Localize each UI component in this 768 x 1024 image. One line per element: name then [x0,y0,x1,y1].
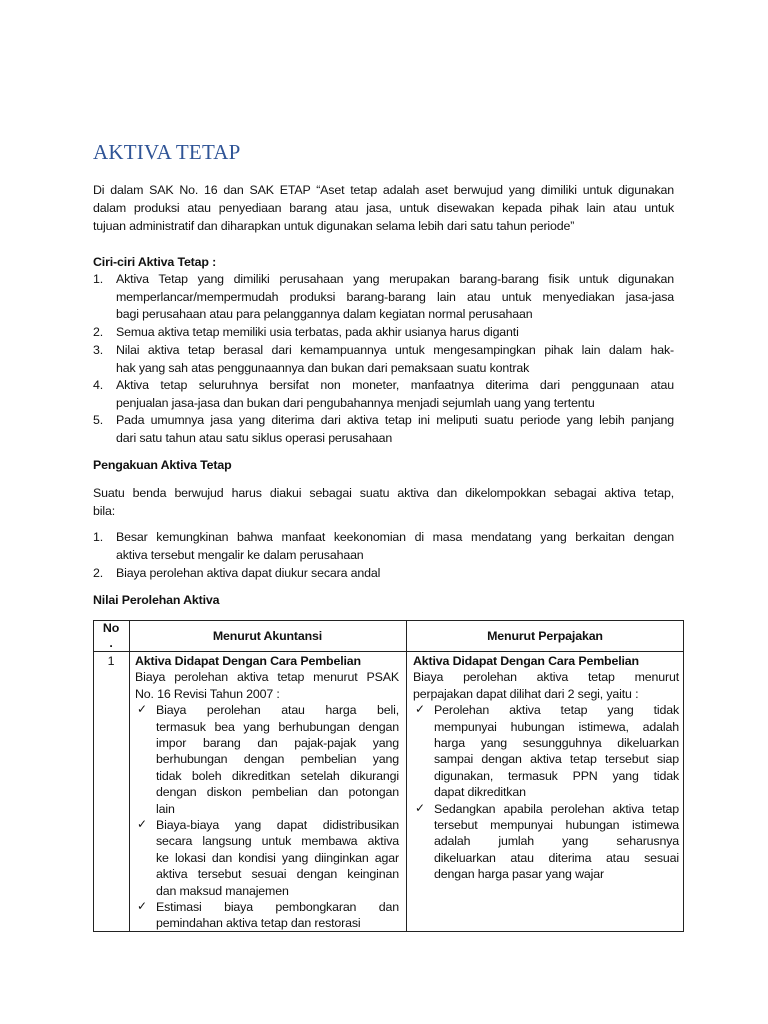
bullet-line: dengan harga pasar yang wajar [434,867,604,882]
header-no: No [102,621,120,635]
bullet-line: sampai dengan aktiva tetap tersebut siap [434,752,679,767]
bullet-line: impor barang dan pajak-pajak yang [156,736,399,750]
bullet-line: mempunyai hubungan istimewa, adalah [434,719,679,734]
intro-line: dalam produksi atau penyediaan barang atau jasa, untuk disewakan kepada pihak lain atau untuk [93,201,674,215]
header-akuntansi: Menurut Akuntansi [212,629,323,643]
list-item-line: Semua aktiva tetap memiliki usia terbatas, pada akhir usianya harus diganti [116,325,519,339]
list-number: 4. [93,378,104,392]
bullet-line: digunakan, termasuk PPN yang tidak [434,768,679,783]
row-number: 1 [107,654,115,668]
bullet-line: tersebut mempunyai hubungan istimewa [434,818,679,832]
paragraph-line: Suatu benda berwujud harus diakui sebagai suatu aktiva dan dikelompokkan sebagai aktiva tetap, [93,486,674,500]
checkmark-icon: ✓ [415,800,426,815]
checkmark-icon: ✓ [137,702,148,717]
list-number: 1. [93,272,104,286]
bullet-line: secara langsung untuk membawa aktiva [156,834,399,849]
bullet-line: Sedangkan apabila perolehan aktiva tetap [434,801,679,816]
header-perpajakan: Menurut Perpajakan [487,629,603,643]
list-item-line: hak yang sah atas penggunaannya dan bukan dari pemaksaan suatu kontrak [116,360,530,375]
bullet-line: Biaya perolehan atau harga beli, [156,703,399,718]
list-number: 2. [93,566,104,580]
bullet-line: termasuk bea yang berhubungan dengan [156,719,399,734]
list-number: 2. [93,325,104,339]
section-heading: Nilai Perolehan Aktiva [93,593,220,607]
bullet-line: Biaya-biaya yang dapat didistribusikan [156,818,399,832]
cell-line: No. 16 Revisi Tahun 2007 : [135,686,280,701]
list-number: 5. [93,413,104,427]
list-item-line: Besar kemungkinan bahwa manfaat keekonomian di masa mendatang yang berkaitan dengan [116,530,674,544]
cell-title: Aktiva Didapat Dengan Cara Pembelian [413,654,639,668]
list-item-line: memperlancar/mempermudah produksi barang-barang lain atau untuk menyediakan jasa-jasa [116,289,674,304]
header-divider [94,651,683,652]
list-item-line: penjualan jasa-jasa dan bukan dari pengubahannya menjadi sejumlah uang yang tertentu [116,395,595,410]
bullet-line: aktiva tersebut sesuai dengan keinginan [156,867,399,882]
section-heading: Ciri-ciri Aktiva Tetap : [93,255,217,269]
header-no: . [109,636,113,650]
list-item-line: Pada umumnya jasa yang diterima dari aktiva tetap ini meliputi suatu periode yang lebih panjang [116,413,674,427]
checkmark-icon: ✓ [137,899,148,913]
bullet-line: Estimasi biaya pembongkaran dan [156,900,399,914]
bullet-line: dengan diskon pembelian dan potongan [156,785,399,800]
intro-line: tujuan administratif dan diharapkan untuk digunakan selama lebih dari satu tahun periode” [93,219,575,233]
bullet-line: harga yang sesungguhnya dikeluarkan [434,736,679,750]
intro-line: Di dalam SAK No. 16 dan SAK ETAP “Aset tetap adalah aset berwujud yang dimiliki untuk digunakan [93,183,674,197]
list-item-line: bagi perusahaan atau para pelanggannya dalam kegiatan normal perusahaan [116,307,533,322]
bullet-line: dan maksud manajemen [156,883,289,898]
checkmark-icon: ✓ [415,702,426,717]
bullet-line: pemindahan aktiva tetap dan restorasi [156,916,361,931]
bullet-line: adalah jumlah yang seharusnya [434,834,679,849]
list-item-line: Biaya perolehan aktiva dapat diukur secara andal [116,566,381,580]
checkmark-icon: ✓ [137,817,148,831]
column-divider [406,621,407,931]
section-heading: Pengakuan Aktiva Tetap [93,458,232,472]
cell-line: Biaya perolehan aktiva tetap menurut [413,670,679,685]
bullet-line: lain [156,801,175,816]
list-item-line: dari satu tahun atau satu siklus operasi perusahaan [116,430,393,445]
list-item-line: aktiva tersebut mengalir ke dalam perusahaan [116,548,364,562]
paragraph-line: bila: [93,504,115,518]
list-item-line: Nilai aktiva tetap berasal dari kemampuannya untuk mengesampingkan pihak lain dalam hak- [116,343,674,357]
page-title: AKTIVA TETAP [93,140,241,164]
list-item-line: Aktiva tetap seluruhnya bersifat non moneter, manfaatnya diterima dari penggunaan atau [116,378,674,392]
bullet-line: ke lokasi dan kondisi yang diinginkan agar [156,850,399,865]
cell-line: Biaya perolehan aktiva tetap menurut PSAK [135,670,399,685]
column-divider [129,621,130,931]
bullet-line: berhubungan dengan pembelian yang [156,752,399,767]
cell-title: Aktiva Didapat Dengan Cara Pembelian [135,654,361,668]
bullet-line: Perolehan aktiva tetap yang tidak [434,703,679,718]
bullet-line: dapat dikreditkan [434,785,526,800]
bullet-line: dikeluarkan atau diterima atau sesuai [434,850,679,865]
cell-line: perpajakan dapat dilihat dari 2 segi, yaitu : [413,686,639,701]
list-number: 1. [93,530,104,544]
list-number: 3. [93,343,104,357]
bullet-line: tidak boleh dikreditkan setelah dikurangi [156,768,399,783]
list-item-line: Aktiva Tetap yang dimiliki perusahaan yang merupakan barang-barang fisik untuk digunakan [116,272,674,286]
